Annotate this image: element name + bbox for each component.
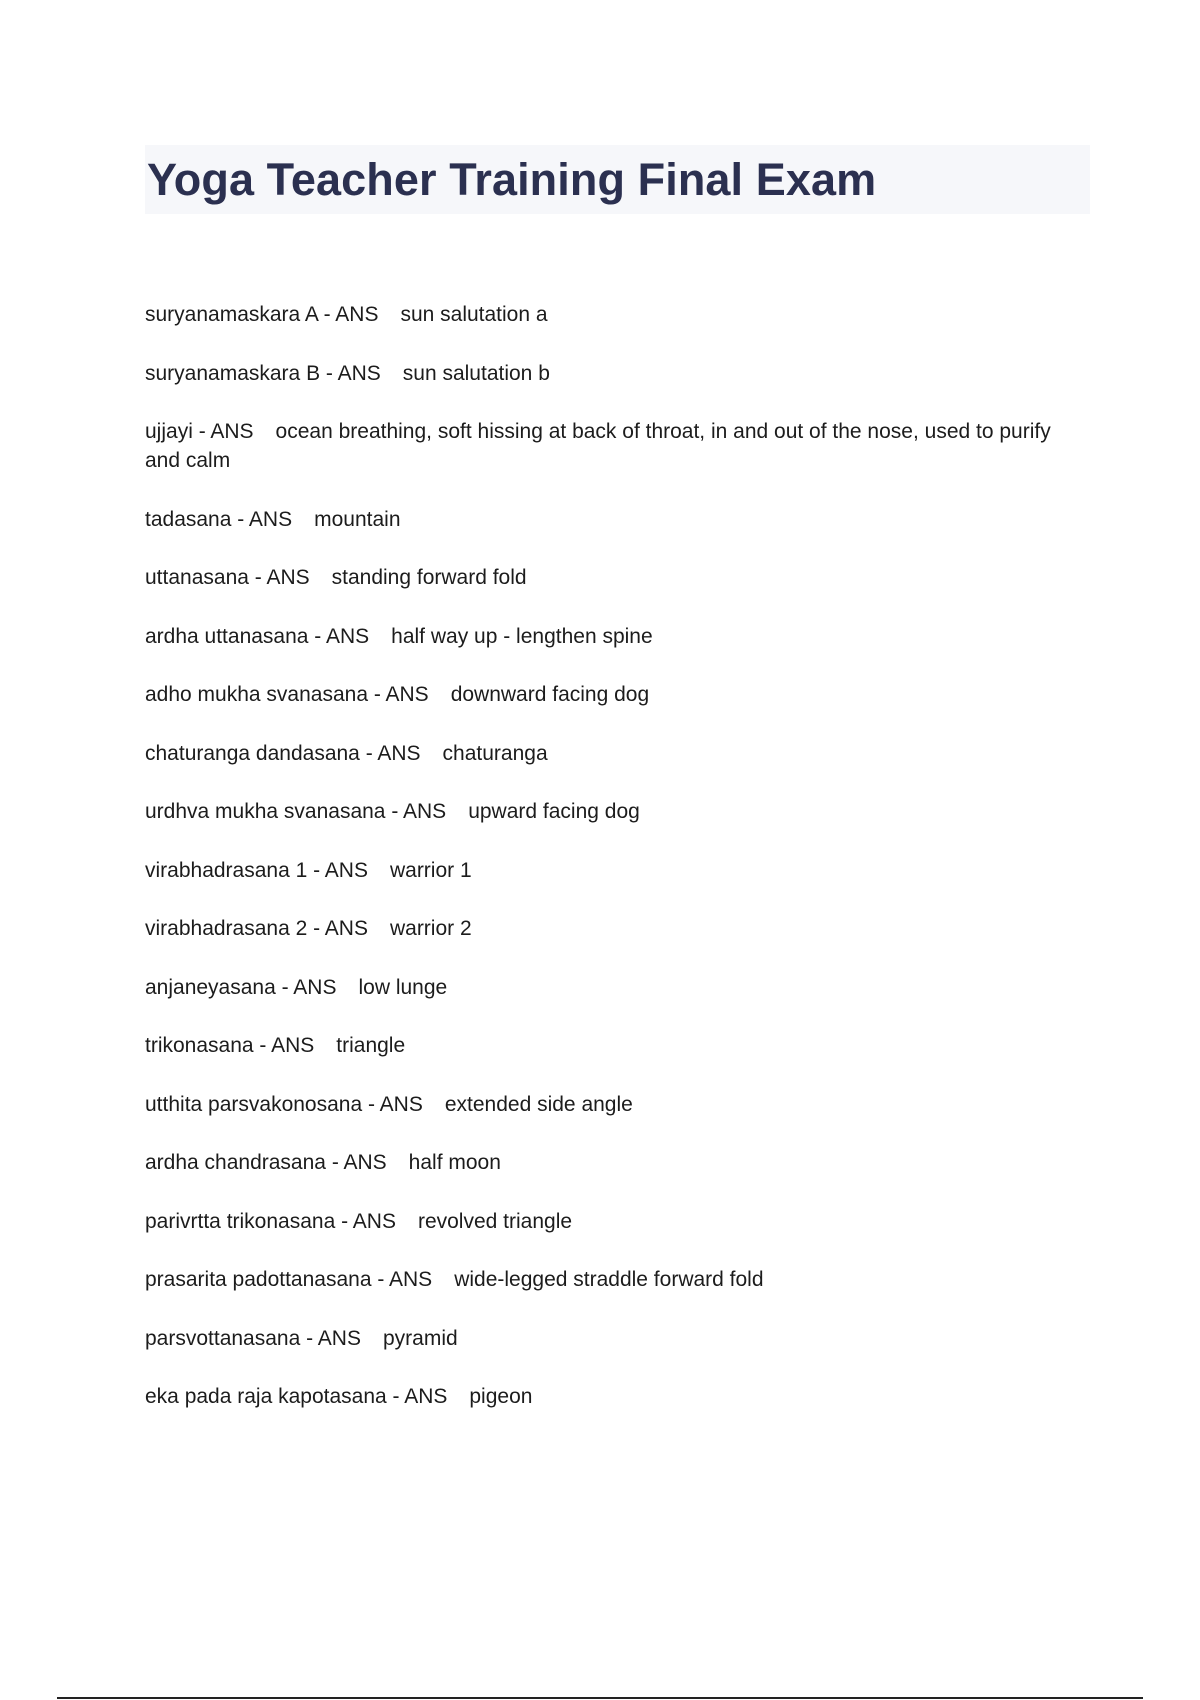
question-term: tadasana [145,507,232,531]
answer-text: pyramid [382,1326,458,1350]
answer-marker: - ANS [300,1326,361,1350]
question-term: virabhadrasana 1 [145,858,308,882]
answer-text: half way up - lengthen spine [391,624,653,648]
answer-marker: - ANS [192,420,254,443]
answer-marker: - ANS [275,975,337,999]
answer-marker: - ANS [371,1268,433,1291]
question-term: anjaneyasana [145,975,276,999]
footer-divider [57,1697,1143,1699]
answer-text: mountain [314,507,401,531]
answer-text: low lunge [358,975,448,999]
question-term: trikonasana [145,1034,254,1057]
qa-item [145,1382,1065,1411]
qa-item [145,973,1065,1002]
answer-text: ocean breathing, soft hissing at back of throat, in and out of the nose, used to purify and calm [145,420,1051,472]
question-term: prasarita padottanasana [145,1268,372,1291]
answer-text: warrior 2 [389,917,472,940]
answer-text: upward facing dog [468,800,640,823]
answer-marker: - ANS [231,507,293,531]
answer-text: half moon [408,1151,501,1174]
question-term: parsvottanasana [145,1326,301,1350]
question-term: uttanasana [145,566,249,589]
answer-marker: - ANS [359,741,421,765]
answer-marker: - ANS [335,1209,396,1233]
answer-text: wide-legged straddle forward fold [454,1268,764,1291]
answer-marker: - ANS [385,800,447,823]
qa-item [145,680,1065,709]
question-term: ardha chandrasana [145,1151,326,1174]
qa-item [145,1090,1065,1119]
answer-text: sun salutation a [400,303,548,326]
question-term: virabhadrasana 2 [145,917,308,940]
qa-item [145,300,1065,329]
answer-text: revolved triangle [417,1209,573,1233]
answer-text: triangle [336,1034,406,1057]
question-term: ujjayi [145,420,193,443]
answer-text: downward facing dog [450,683,650,706]
answer-marker: - ANS [325,1151,387,1174]
question-term: adho mukha svanasana [145,683,368,706]
qa-item [145,914,1065,943]
answer-text: sun salutation b [402,361,550,385]
question-term: urdhva mukha svanasana [145,800,386,823]
question-term: eka pada raja kapotasana [145,1385,387,1408]
answer-marker: - ANS [307,917,368,940]
qa-item [145,417,1065,475]
answer-text: pigeon [469,1385,533,1408]
question-term: parivrtta trikonasana [145,1209,336,1233]
qa-item [145,505,1065,534]
question-term: chaturanga dandasana [145,741,360,765]
answer-marker: - ANS [307,858,368,882]
answer-text: standing forward fold [331,566,527,589]
qa-item [145,1207,1065,1236]
answer-marker: - ANS [248,566,310,589]
question-term: suryanamaskara B [145,361,321,385]
answer-marker: - ANS [317,303,379,326]
question-term: suryanamaskara A [145,303,318,326]
qa-item [145,563,1065,592]
answer-marker: - ANS [368,683,429,706]
qa-item [145,1148,1065,1177]
question-term: utthita parsvakonosana [145,1092,363,1116]
answer-marker: - ANS [308,624,370,648]
qa-item [145,359,1065,388]
question-term: ardha uttanasana [145,624,309,648]
answer-marker: - ANS [362,1092,423,1116]
qa-item [145,1031,1065,1060]
answer-text: chaturanga [442,741,548,765]
qa-item [145,856,1065,885]
qa-item [145,739,1065,768]
page-title: Yoga Teacher Training Final Exam [147,154,877,205]
answer-text: warrior 1 [389,858,472,882]
qa-item [145,1324,1065,1353]
answer-marker: - ANS [253,1034,315,1057]
answer-marker: - ANS [386,1385,448,1408]
title-banner [145,145,1090,214]
qa-item [145,797,1065,826]
qa-list [145,300,1065,1441]
qa-item [145,622,1065,651]
answer-marker: - ANS [320,361,381,385]
answer-text: extended side angle [444,1092,633,1116]
qa-item [145,1265,1065,1294]
